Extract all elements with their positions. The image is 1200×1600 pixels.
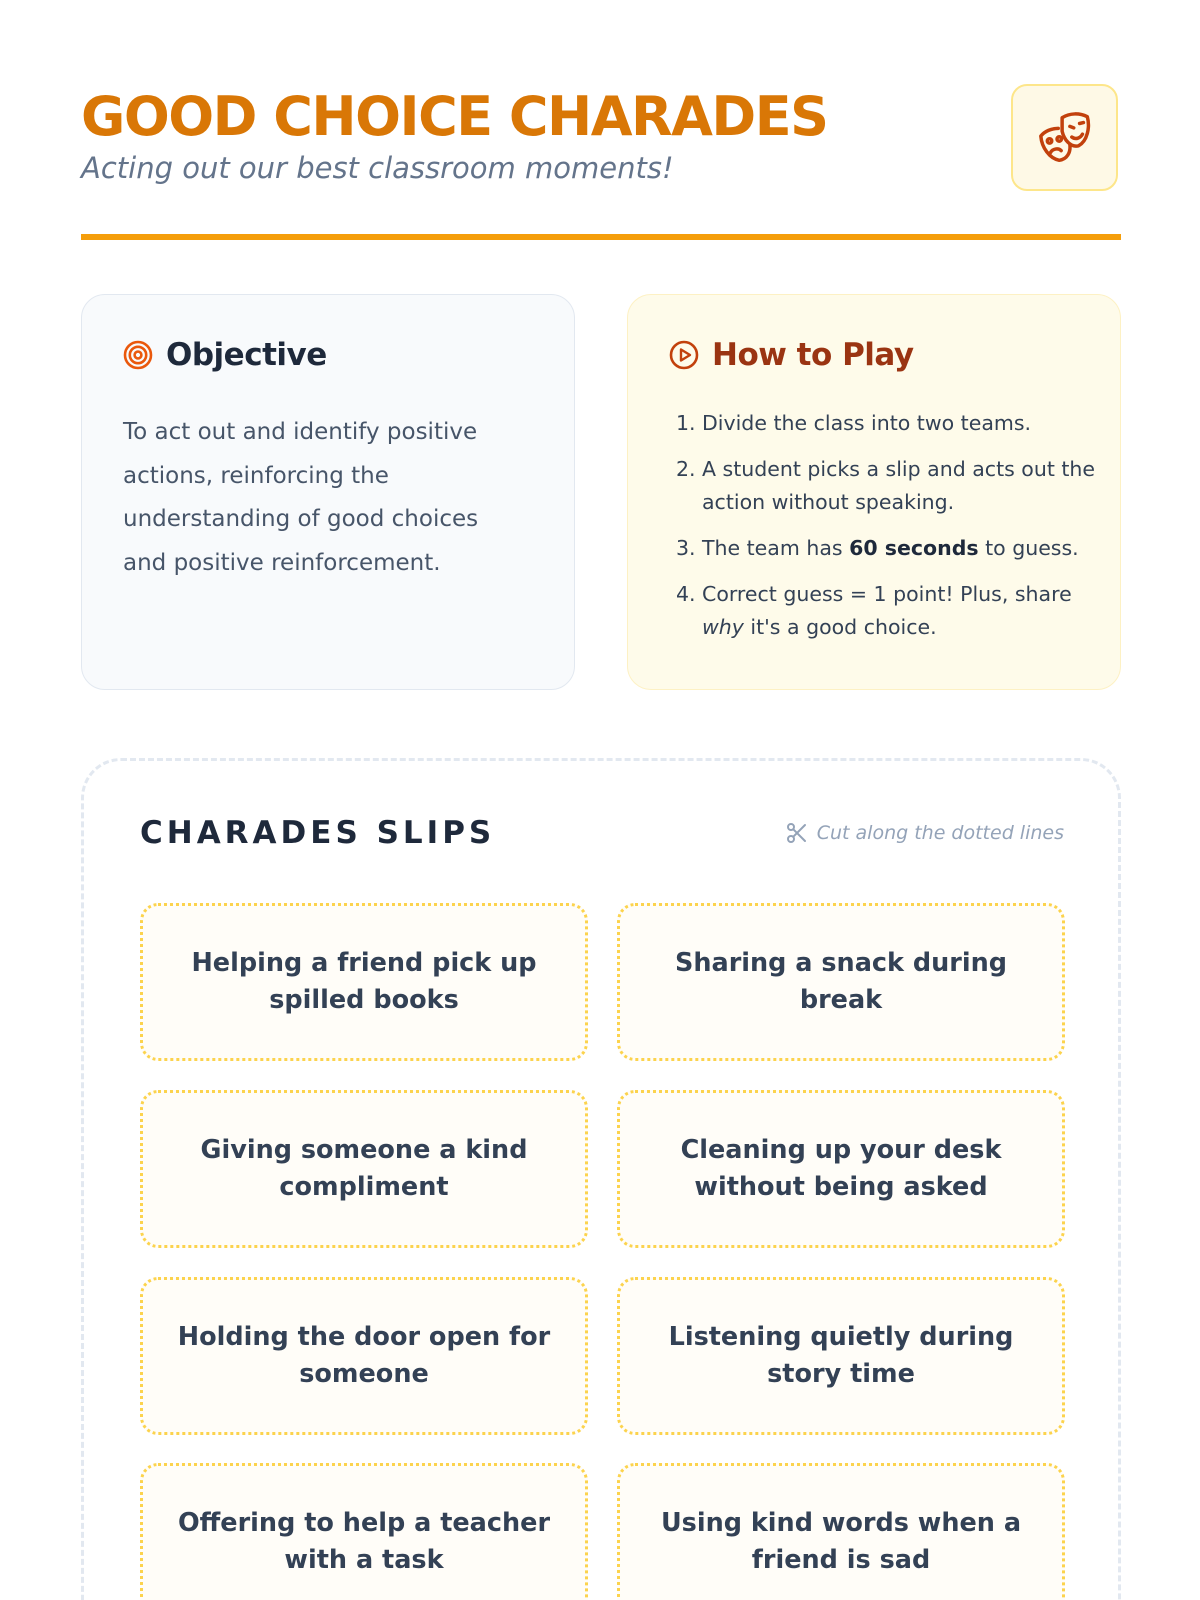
step-text-end: it's a good choice.	[743, 615, 937, 639]
charades-slips-section	[81, 758, 1121, 1600]
page-header	[81, 80, 1121, 200]
step-number: 4.	[676, 582, 696, 606]
charades-slip[interactable]	[617, 1090, 1065, 1248]
slip-text: Listening quietly during story time	[668, 1322, 1014, 1389]
step-item	[676, 532, 1096, 565]
step-number: 2.	[676, 457, 696, 481]
step-text: A student picks a slip and acts out the action without speaking.	[702, 457, 1096, 514]
cut-note	[785, 821, 1064, 845]
slips-title: CHARADES SLIPS	[140, 815, 496, 851]
step-text: The team has	[702, 536, 850, 560]
charades-slip[interactable]	[140, 1463, 588, 1600]
charades-slip[interactable]	[140, 1277, 588, 1435]
header-divider	[81, 234, 1121, 240]
how-to-play-card	[627, 294, 1121, 690]
step-text: Correct guess = 1 point! Plus, share	[702, 582, 1072, 606]
charades-slip[interactable]	[140, 903, 588, 1061]
slip-text: Holding the door open for someone	[177, 1322, 551, 1389]
scissors-icon	[785, 821, 809, 845]
slip-text: Using kind words when a friend is sad	[660, 1508, 1022, 1575]
objective-card	[81, 294, 575, 690]
slip-text: Giving someone a kind compliment	[200, 1135, 528, 1202]
target-icon	[122, 339, 154, 371]
step-emphasis: 60 seconds	[849, 536, 979, 560]
step-item	[676, 453, 1096, 519]
step-text: Divide the class into two teams.	[702, 411, 1032, 435]
slip-text: Sharing a snack during break	[674, 948, 1008, 1015]
objective-title: Objective	[166, 337, 327, 373]
charades-slip[interactable]	[617, 1463, 1065, 1600]
charades-slip[interactable]	[617, 1277, 1065, 1435]
step-number: 3.	[676, 536, 696, 560]
slip-text: Helping a friend pick up spilled books	[191, 948, 537, 1015]
objective-heading	[122, 335, 327, 375]
step-item	[676, 407, 1096, 440]
play-circle-icon	[668, 339, 700, 371]
page-subtitle: Acting out our best classroom moments!	[81, 151, 674, 185]
step-text-end: to guess.	[978, 536, 1079, 560]
step-number: 1.	[676, 411, 696, 435]
slip-text: Cleaning up your desk without being asked	[680, 1135, 1002, 1202]
objective-text: To act out and identify positive actions, reinforcing the understanding of good choices and positive reinforcement.	[123, 419, 479, 576]
how-to-play-title: How to Play	[712, 337, 914, 373]
logo-badge	[1011, 84, 1118, 191]
page-title: GOOD CHOICE CHARADES	[81, 85, 828, 148]
step-item	[676, 578, 1096, 644]
steps-list	[676, 407, 1096, 657]
charades-slip[interactable]	[140, 1090, 588, 1248]
cut-note-text: Cut along the dotted lines	[816, 822, 1064, 844]
step-emphasis: why	[702, 615, 744, 639]
theater-masks-icon	[1035, 108, 1097, 170]
charades-slip[interactable]	[617, 903, 1065, 1061]
slip-text: Offering to help a teacher with a task	[177, 1508, 551, 1575]
how-to-play-heading	[668, 335, 914, 375]
